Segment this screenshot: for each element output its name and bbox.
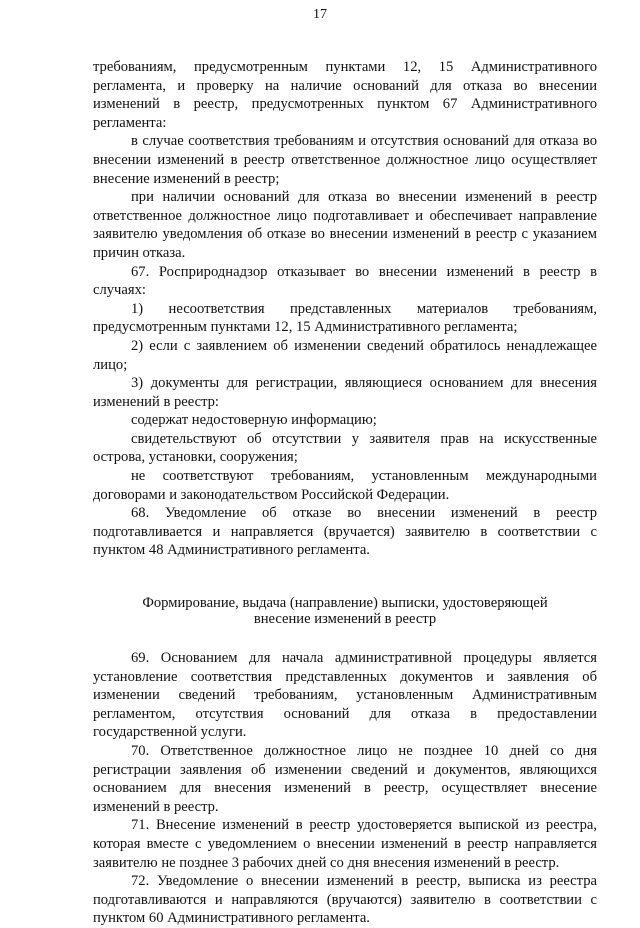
list-item: 3) документы для регистрации, являющиеся основанием для внесения изменений в реестр:: [93, 375, 597, 410]
paragraph-71: 71. Внесение изменений в реестр удостоверяется выпиской из реестра, которая вместе с уведомлением о внесении изменений в реестр направляется заявителю не позднее 3 рабочих дней со дня внесения изменений в реестр.: [93, 817, 597, 871]
paragraph-68: 68. Уведомление об отказе во внесении изменений в реестр подготавливается и направляется (вручается) заявителю в соответствии с пунктом 48 Административного регламента.: [93, 505, 597, 559]
paragraph-70: 70. Ответственное должностное лицо не позднее 10 дней со дня регистрации заявления об изменении сведений и документов, являющихся основанием для внесения изменений в реестр, осуществляет внесение изменений в реестр.: [93, 743, 597, 815]
section-heading: [93, 595, 597, 627]
paragraph: в случае соответствия требованиям и отсутствия оснований для отказа во внесении изменений в реестр ответственное должностное лицо осуществляет внесение изменений в реестр;: [93, 133, 597, 187]
paragraph-72: 72. Уведомление о внесении изменений в реестр, выписка из реестра подготавливаются и направляются (вручаются) заявителю в соответствии с пунктом 60 Административного регламента.: [93, 873, 597, 927]
sub-item: не соответствуют требованиям, установленным международными договорами и законодательством Российской Федерации.: [93, 468, 597, 503]
paragraph-continuation: требованиям, предусмотренным пунктами 12, 15 Административного регламента, и проверку на наличие оснований для отказа во внесении изменений в реестр, предусмотренных пунктом 67 Административного регламента:: [93, 59, 597, 131]
list-item: 2) если с заявлением об изменении сведений обратилось ненадлежащее лицо;: [93, 337, 597, 373]
paragraph: при наличии оснований для отказа во внесении изменений в реестр ответственное должностное лицо подготавливает и обеспечивает направление заявителю уведомления об отказе во внесении изменений в реестр с указанием причин отказа.: [93, 189, 597, 261]
list-item: 1) несоответствия представленных материалов требованиям, предусмотренным пунктами 12, 15 Административного регламента;: [93, 300, 597, 336]
section-heading-line: Формирование, выдача (направление) выписки, удостоверяющей: [142, 595, 548, 612]
document-body: [93, 58, 597, 928]
section-heading-line: внесение изменений в реестр: [253, 611, 437, 628]
sub-item: содержат недостоверную информацию;: [131, 412, 377, 429]
page-number: 17: [313, 7, 327, 22]
sub-item: свидетельствуют об отсутствии у заявителя прав на искусственные острова, установки, сооружения;: [93, 430, 597, 466]
paragraph-69: 69. Основанием для начала административной процедуры является установление соответствия представленных документов и заявления об изменении сведений требованиям, установленным Административным регламентом, отсутствия оснований для отказа в предоставлении государственной услуги.: [93, 650, 597, 741]
paragraph-67: 67. Росприроднадзор отказывает во внесении изменений в реестр в случаях:: [93, 263, 597, 299]
